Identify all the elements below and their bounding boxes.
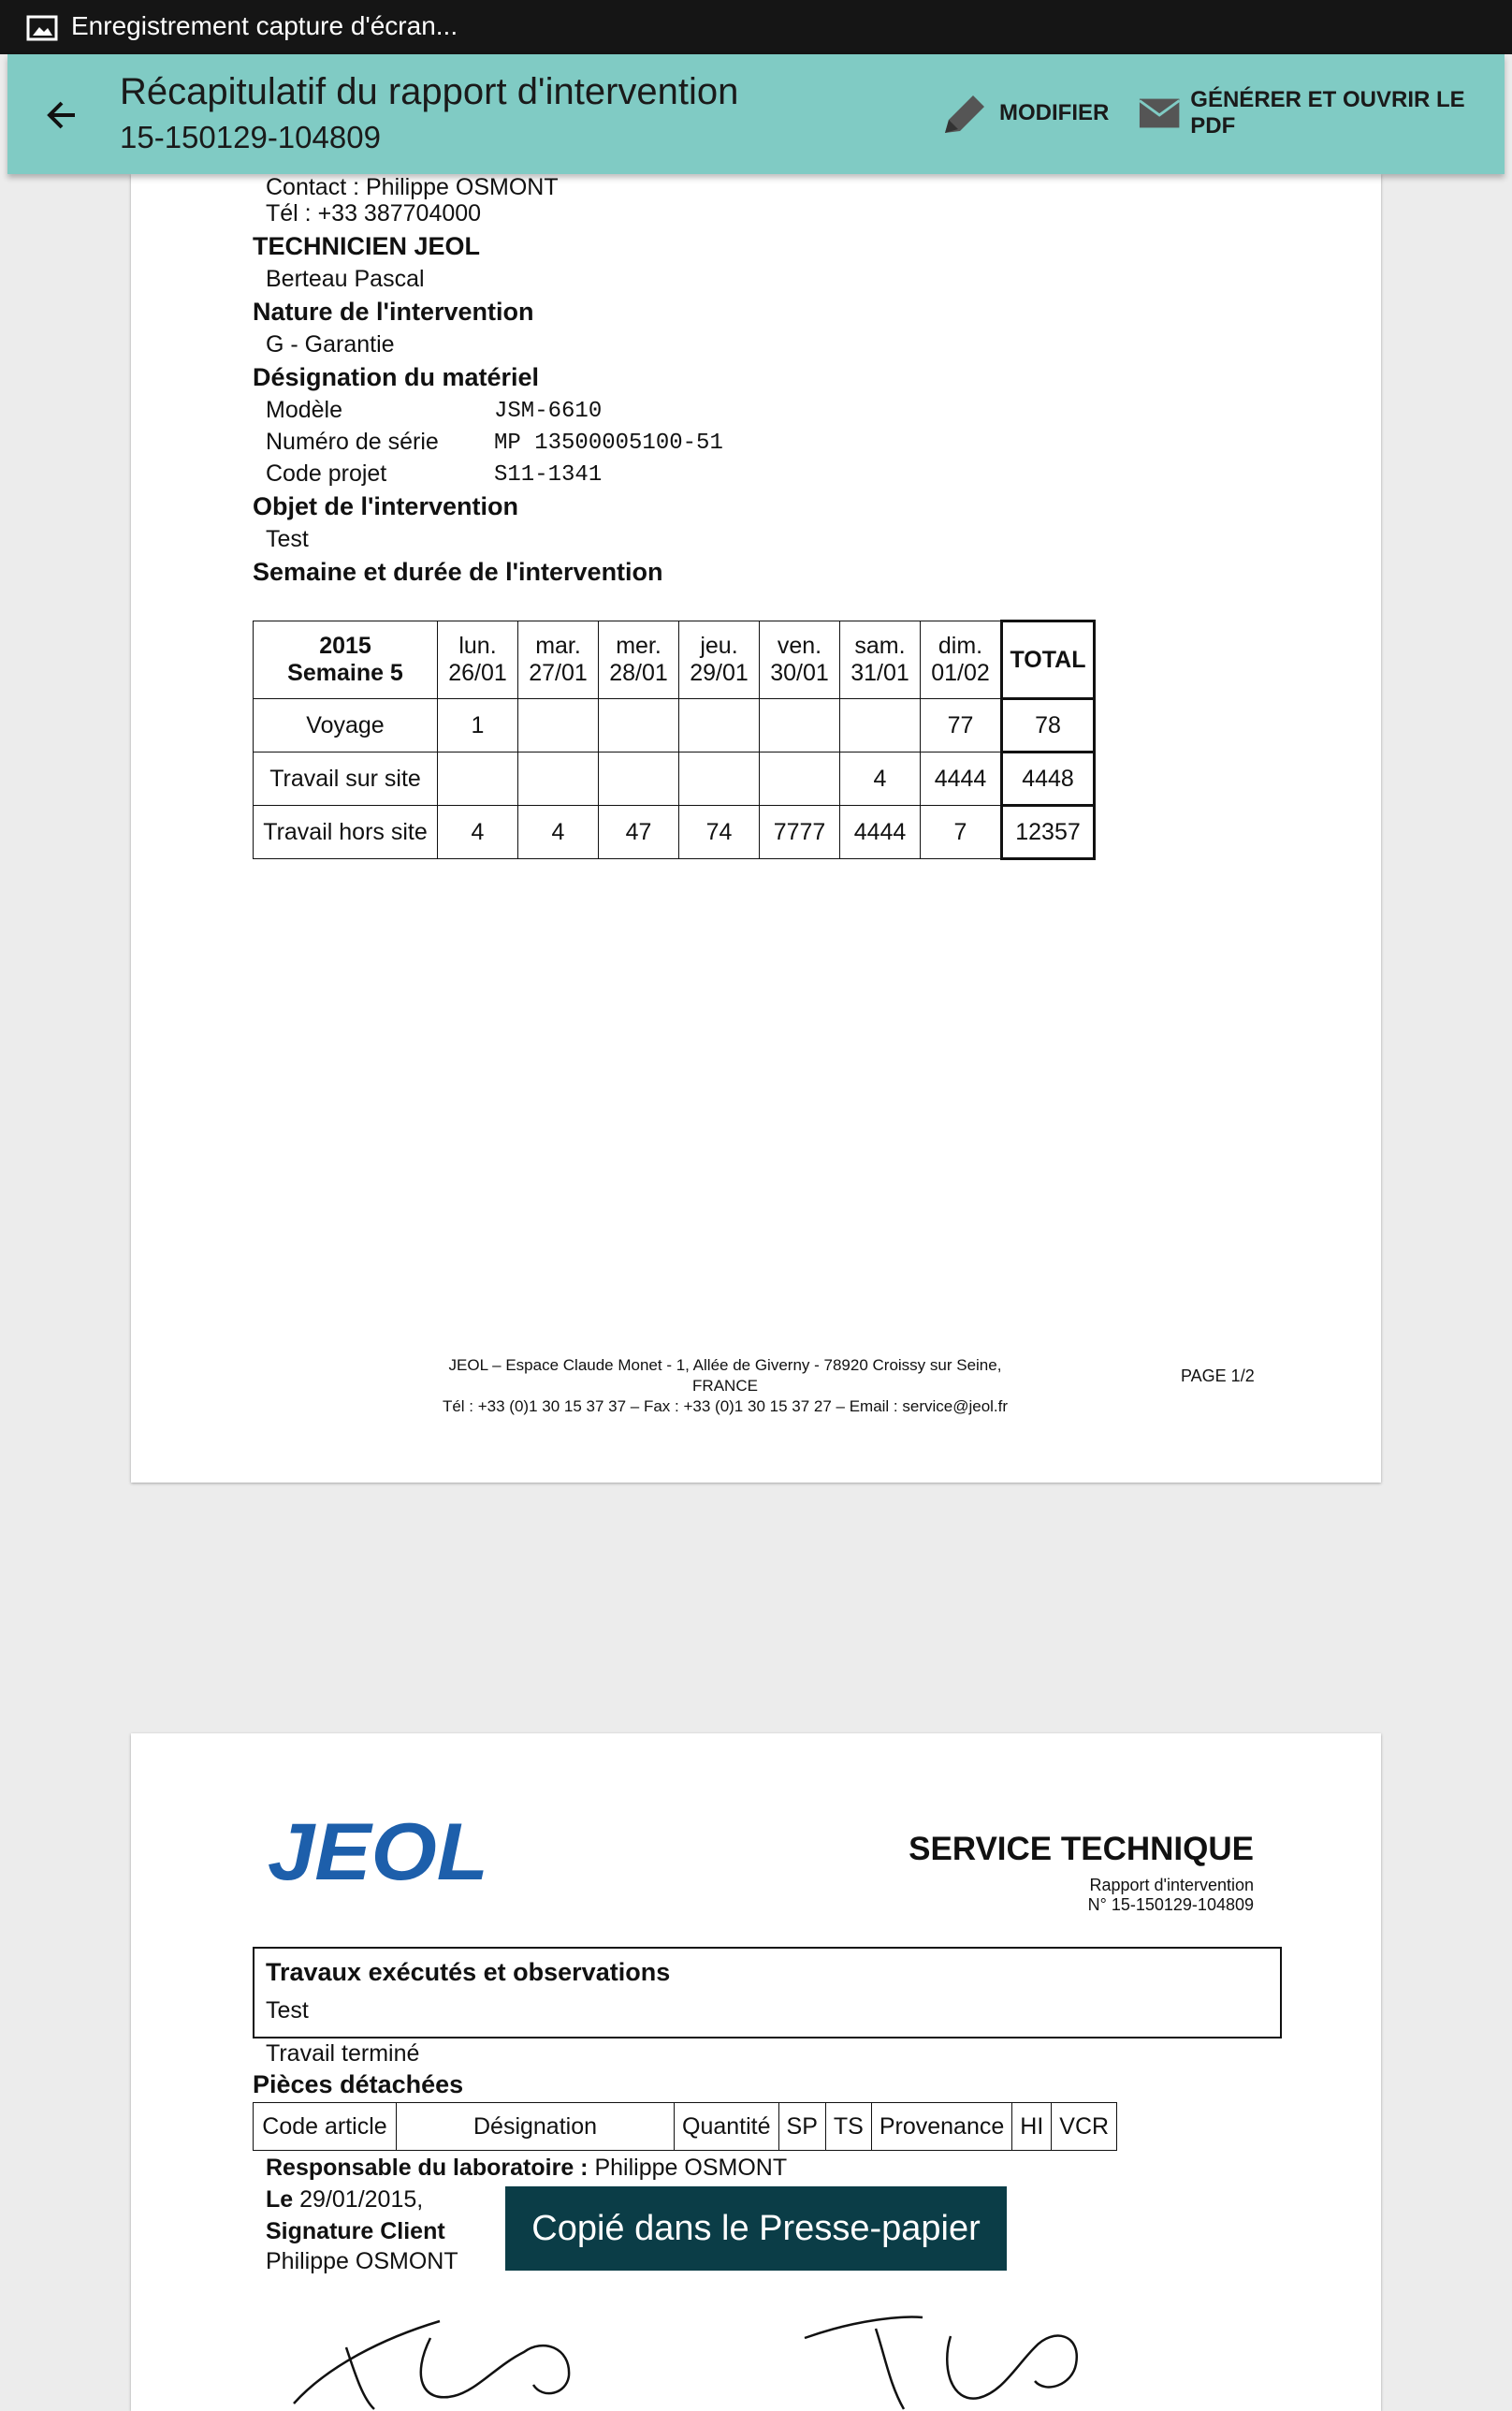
day-name: mar. [535, 633, 581, 659]
day-date: 26/01 [448, 660, 507, 686]
report-number: 15-150129-104809 [120, 120, 381, 154]
day-header [679, 621, 760, 699]
pieces-heading: Pièces détachées [253, 2070, 464, 2098]
week-table [253, 620, 1096, 860]
day-header [518, 621, 599, 699]
table-cell: 7 [921, 806, 1002, 859]
column-header: Désignation [397, 2103, 675, 2151]
rapport-number: N° 15-150129-104809 [1087, 1895, 1254, 1914]
status-bar [0, 0, 1512, 54]
row-total: 12357 [1002, 806, 1095, 859]
day-name: dim. [938, 633, 983, 659]
day-date: 30/01 [770, 660, 829, 686]
page-footer [435, 1355, 1015, 1417]
table-cell [679, 699, 760, 753]
day-date: 29/01 [690, 660, 749, 686]
nature-value: G - Garantie [266, 331, 395, 358]
table-cell [760, 753, 840, 806]
technicien-name: Berteau Pascal [266, 266, 425, 292]
day-date: 27/01 [529, 660, 588, 686]
table-cell [438, 753, 518, 806]
footer-address: JEOL – Espace Claude Monet - 1, Allée de Giverny - 78920 Croissy sur Seine, FRANCE [448, 1356, 1002, 1395]
total-header [1002, 621, 1095, 699]
table-cell: 4444 [921, 753, 1002, 806]
rapport-info [1088, 1876, 1254, 1915]
projet-label: Code projet [266, 460, 387, 487]
objet-heading: Objet de l'intervention [253, 492, 518, 520]
generate-pdf-button[interactable] [1138, 87, 1505, 139]
modele-label: Modèle [266, 397, 342, 423]
column-header: VCR [1052, 2103, 1117, 2151]
clipboard-toast: Copié dans le Presse-papier [505, 2186, 1007, 2271]
day-date: 28/01 [609, 660, 668, 686]
contact-phone: Tél : +33 387704000 [266, 200, 482, 226]
day-header [760, 621, 840, 699]
table-cell: 7777 [760, 806, 840, 859]
logo-text: JEOL [268, 1818, 488, 1885]
signature-name: Philippe OSMONT [266, 2248, 458, 2274]
generate-pdf-label: GÉNÉRER ET OUVRIR LE PDF [1190, 87, 1465, 139]
responsable-name: Philippe OSMONT [594, 2155, 788, 2181]
table-cell: 47 [599, 806, 679, 859]
day-date: 31/01 [850, 660, 909, 686]
row-total: 4448 [1002, 753, 1095, 806]
table-cell [599, 699, 679, 753]
back-arrow-icon[interactable] [39, 92, 86, 139]
pdf-page-1 [131, 174, 1381, 1483]
serie-label: Numéro de série [266, 429, 439, 455]
table-cell [679, 753, 760, 806]
day-name: ven. [777, 633, 822, 659]
table-cell: 77 [921, 699, 1002, 753]
travaux-value: Test [266, 1997, 309, 2024]
objet-value: Test [266, 526, 309, 552]
day-name: sam. [854, 633, 906, 659]
image-icon [26, 15, 58, 41]
status-text: Enregistrement capture d'écran... [71, 11, 458, 40]
day-header [921, 621, 1002, 699]
day-header [599, 621, 679, 699]
responsable-label: Responsable du laboratoire : [266, 2155, 589, 2181]
pieces-table [253, 2102, 1117, 2151]
modifier-label: MODIFIER [999, 100, 1110, 125]
technicien-heading: TECHNICIEN JEOL [253, 232, 481, 260]
day-name: jeu. [700, 633, 738, 659]
designation-heading: Désignation du matériel [253, 363, 540, 391]
table-cell [599, 753, 679, 806]
date-line [266, 2186, 423, 2214]
table-row [254, 753, 1095, 806]
footer-contact: Tél : +33 (0)1 30 15 37 37 – Fax : +33 (0)1 30 15 37 27 – Email : service@jeol.fr [442, 1397, 1009, 1415]
pencil-icon [939, 90, 990, 137]
week-table-header [254, 621, 1095, 699]
jeol-logo [268, 1818, 492, 1885]
table-cell [518, 699, 599, 753]
modele-value: JSM-6610 [494, 399, 603, 424]
day-name: lun. [458, 633, 497, 659]
app-bar [7, 54, 1505, 174]
client-signature [290, 2310, 589, 2411]
column-header: SP [778, 2103, 825, 2151]
signature-label: Signature Client [266, 2218, 445, 2244]
serie-value: MP 13500005100-51 [494, 431, 723, 456]
week-label: Semaine 5 [287, 660, 403, 686]
travail-termine: Travail terminé [266, 2040, 420, 2067]
day-name: mer. [616, 633, 662, 659]
table-cell: 4444 [840, 806, 921, 859]
total-label: TOTAL [1010, 646, 1086, 673]
column-header: Code article [254, 2103, 397, 2151]
year-label: 2015 [319, 633, 371, 659]
nature-heading: Nature de l'intervention [253, 298, 534, 326]
column-header: Provenance [871, 2103, 1011, 2151]
column-header: Quantité [675, 2103, 779, 2151]
projet-value: S11-1341 [494, 462, 603, 488]
travaux-box [253, 1947, 1282, 2038]
row-label: Travail hors site [254, 806, 438, 859]
table-cell: 4 [438, 806, 518, 859]
table-cell: 1 [438, 699, 518, 753]
pieces-header-row [254, 2103, 1117, 2151]
travaux-heading: Travaux exécutés et observations [266, 1958, 671, 1986]
column-header: HI [1012, 2103, 1052, 2151]
le-date: 29/01/2015, [299, 2186, 424, 2213]
day-date: 01/02 [931, 660, 990, 686]
row-label: Travail sur site [254, 753, 438, 806]
responsable-line [266, 2155, 787, 2182]
day-header [438, 621, 518, 699]
page-number: PAGE 1/2 [1181, 1366, 1255, 1385]
week-cell [254, 621, 438, 699]
row-label: Voyage [254, 699, 438, 753]
modifier-button[interactable] [939, 90, 1109, 137]
table-cell [760, 699, 840, 753]
page-title: Récapitulatif du rapport d'intervention [120, 71, 739, 112]
contact-name: Contact : Philippe OSMONT [266, 174, 559, 200]
day-header [840, 621, 921, 699]
table-row [254, 806, 1095, 859]
semaine-heading: Semaine et durée de l'intervention [253, 558, 663, 586]
le-label: Le [266, 2186, 294, 2213]
rapport-label: Rapport d'intervention [1089, 1876, 1254, 1894]
technician-signature [801, 2310, 1100, 2411]
row-total: 78 [1002, 699, 1095, 753]
table-cell [518, 753, 599, 806]
table-row [254, 699, 1095, 753]
email-icon [1138, 96, 1181, 130]
table-cell: 4 [518, 806, 599, 859]
column-header: TS [825, 2103, 871, 2151]
table-cell: 74 [679, 806, 760, 859]
service-title: SERVICE TECHNIQUE [909, 1831, 1254, 1867]
table-cell [840, 699, 921, 753]
table-cell: 4 [840, 753, 921, 806]
